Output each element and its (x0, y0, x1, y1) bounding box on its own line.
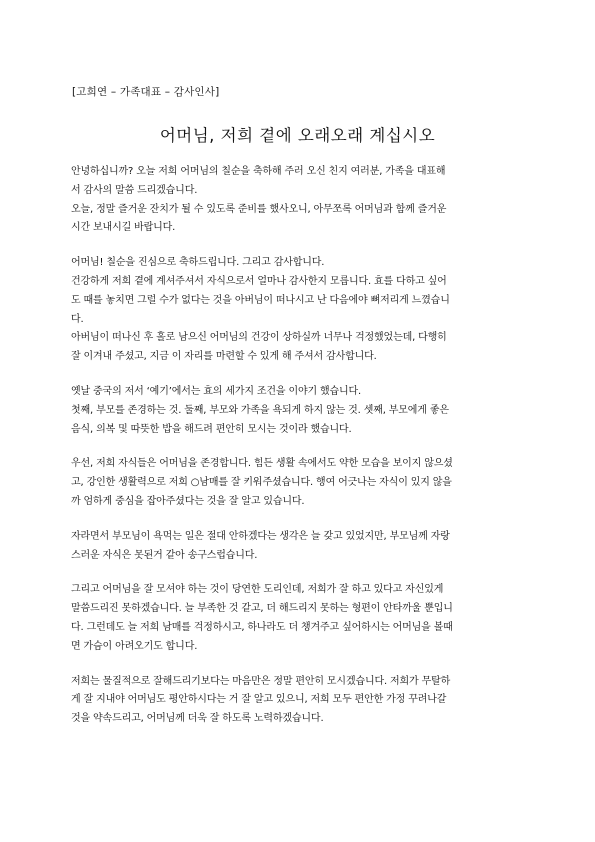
text-line: 말씀드리진 못하겠습니다. 늘 부족한 것 같고, 더 해드리지 못하는 형편이 안타까울 뿐입니 (71, 603, 453, 615)
text-line: 건강하게 저희 곁에 계셔주셔서 자식으로서 얼마나 감사한지 모릅니다. 효를 다하고 싶어 (71, 275, 447, 287)
text-line: 까 엄하게 중심을 잡아주셨다는 것을 잘 알고 있습니다. (71, 495, 305, 507)
text-line: 첫째, 부모를 존경하는 것. 둘째, 부모와 가족을 욕되게 하지 않는 것. 셋째, 부모에게 좋은 (71, 404, 449, 416)
text-line: 음식, 의복 및 따뜻한 밥을 해드려 편안히 모시는 것이라 했습니다. (71, 423, 352, 435)
text-line: 안녕하십니까? 오늘 저희 어머님의 칠순을 축하해 주러 오신 친지 여러분, 가족을 대표해 (71, 166, 446, 177)
document-body (71, 163, 526, 745)
text-line: 어머님! 칠순을 진심으로 축하드립니다. 그리고 감사합니다. (71, 257, 325, 269)
text-line: 저희는 물질적으로 잘해드리기보다는 마음만은 정말 편안히 모시겠습니다. 저희가 무탈하 (71, 675, 451, 687)
paragraph (71, 581, 526, 656)
text-line: 아버님이 떠나신 후 홀로 남으신 어머님의 건강이 상하실까 너무나 걱정했었는데, 다행히 (71, 332, 447, 344)
text-line: 것을 약속드리고, 어머님께 더욱 잘 하도록 노력하겠습니다. (71, 713, 324, 725)
paragraph (71, 254, 526, 367)
paragraph (71, 528, 526, 566)
page-title: 어머님, 저희 곁에 오래오래 계십시오 (159, 126, 436, 145)
text-line: 다. 그런데도 늘 저희 남매를 걱정하시고, 하나라도 더 챙겨주고 싶어하시는 어머님을 볼때 (71, 621, 453, 633)
text-line: 옛날 중국의 저서 ‘예기’에서는 효의 세가지 조건을 이야기 했습니다. (71, 385, 362, 397)
paragraph (71, 383, 526, 439)
text-line: 자라면서 부모님이 욕먹는 일은 절대 안하겠다는 생각은 늘 갖고 있었지만, 부모님께 자랑 (71, 530, 450, 542)
text-line: 스러운 자식은 못된거 같아 송구스럽습니다. (71, 549, 258, 561)
paragraph (71, 163, 526, 238)
text-line: 면 가슴이 아려오기도 합니다. (71, 640, 198, 652)
paragraph (71, 673, 526, 729)
text-line: 고, 강인한 생활력으로 저희 ○남매를 잘 키워주셨습니다. 행여 어긋나는 자식이 있지 않을 (71, 477, 452, 489)
text-line: 오늘, 정말 즐거운 잔치가 될 수 있도록 준비를 했사오니, 아무쪼록 어머님과 함께 즐거운 (71, 203, 447, 215)
text-line: 시간 보내시길 바랍니다. (71, 222, 176, 234)
text-line: 우선, 저희 자식들은 어머님을 존경합니다. 힘든 생활 속에서도 약한 모습을 보이지 않으셨 (71, 458, 453, 470)
paragraph (71, 455, 526, 511)
text-line: 게 잘 지내야 어머님도 평안하시다는 거 잘 알고 있으니, 저희 모두 편안한 가정 꾸려나갈 (71, 694, 447, 706)
text-line: 그리고 어머님을 잘 모셔야 하는 것이 당연한 도리인데, 저희가 잘 하고 있다고 자신있게 (71, 584, 444, 596)
text-line: 잘 이겨내 주셨고, 지금 이 자리를 마련할 수 있게 해 주셔서 감사합니다. (71, 351, 377, 363)
text-line: 도 때를 놓치면 그럴 수가 없다는 것을 아버님이 떠나시고 난 다음에야 뼈저리게 느꼈습니 (71, 294, 450, 306)
text-line: 서 감사의 말씀 드리겠습니다. (71, 184, 198, 196)
category-header: [고희연 – 가족대표 – 감사인사] (72, 86, 220, 98)
text-line: 다. (71, 313, 84, 325)
